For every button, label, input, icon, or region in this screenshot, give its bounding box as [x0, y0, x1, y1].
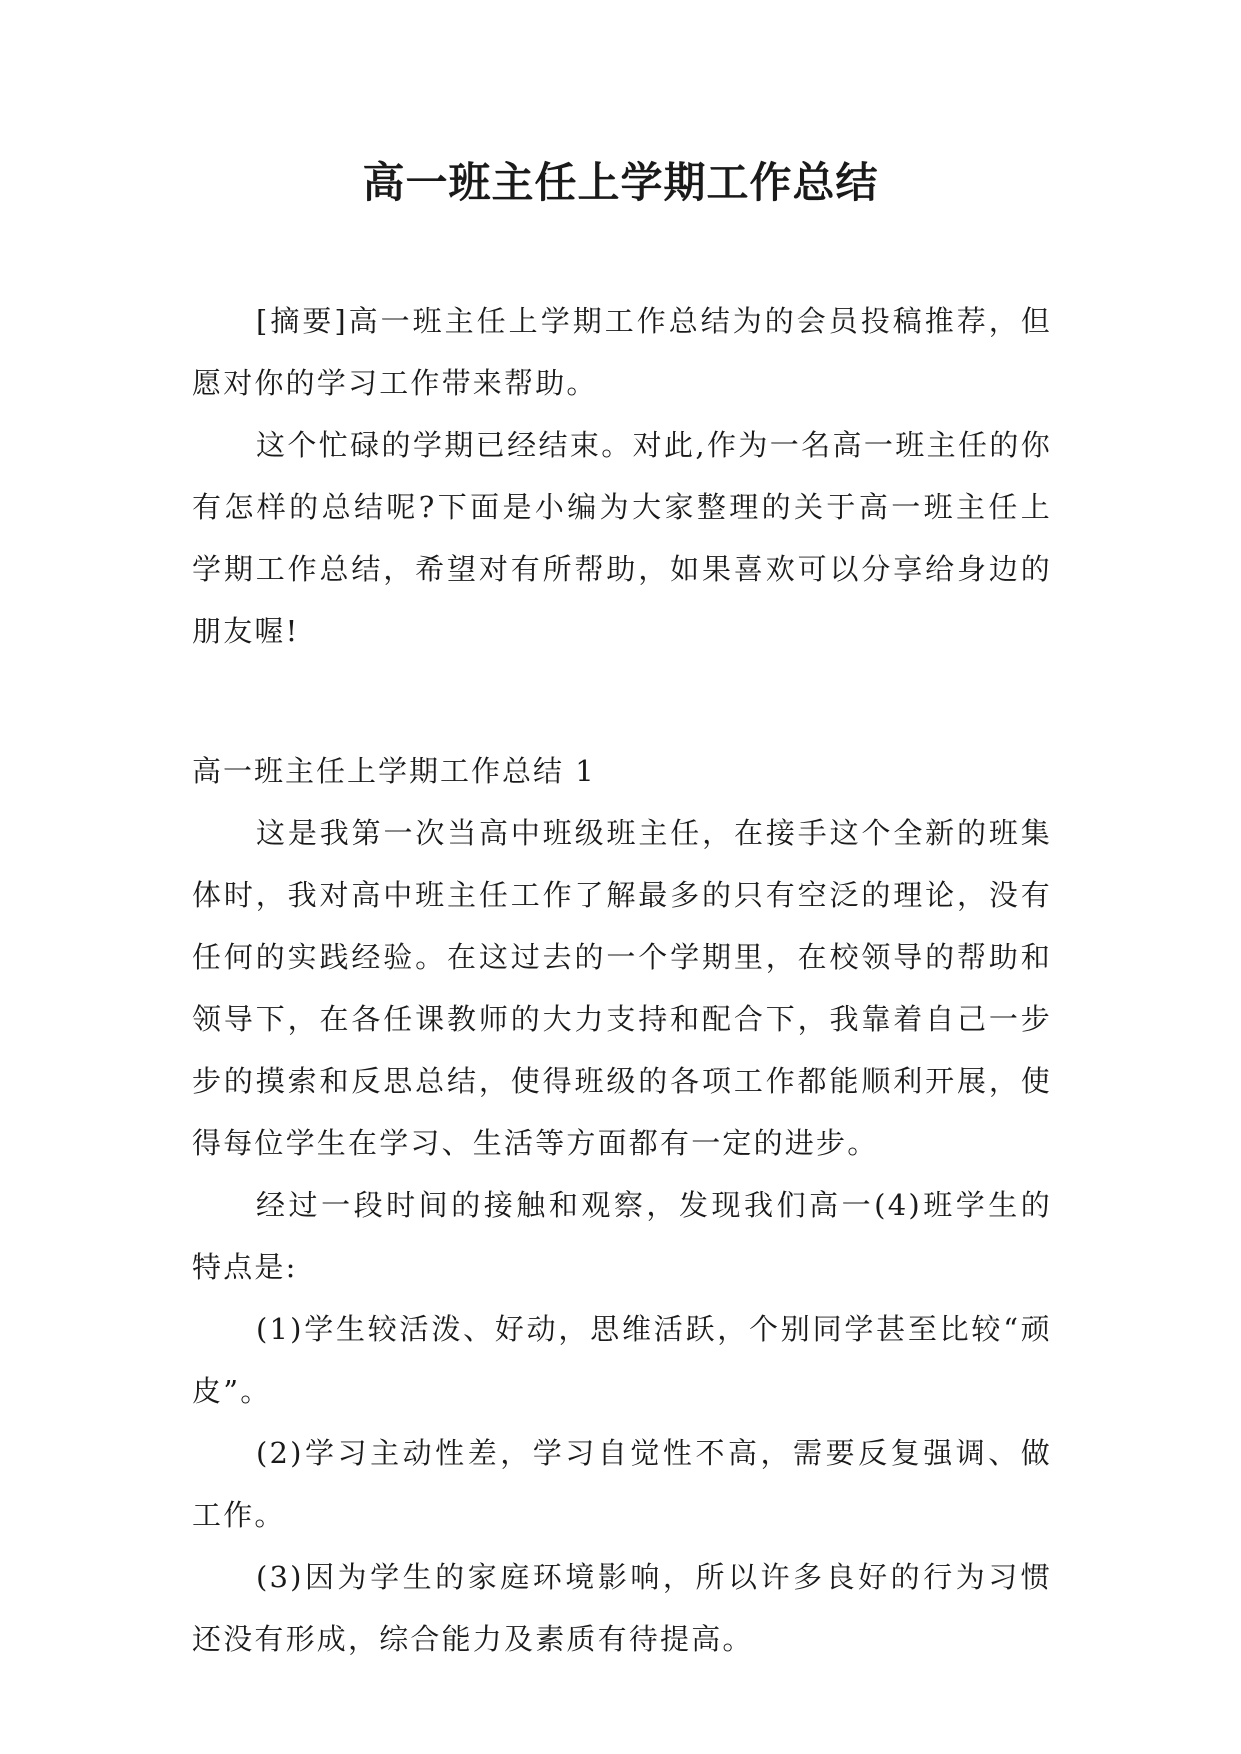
document-body	[192, 290, 1052, 1670]
intro-paragraph: 这个忙碌的学期已经结束。对此,作为一名高一班主任的你有怎样的总结呢?下面是小编为大家整理的关于高一班主任上学期工作总结，希望对有所帮助，如果喜欢可以分享给身边的朋友喔!	[192, 428, 1052, 648]
list-item-3: (3)因为学生的家庭环境影响，所以许多良好的行为习惯还没有形成，综合能力及素质有待提高。	[192, 1560, 1052, 1656]
list-item-1: (1)学生较活泼、好动，思维活跃，个别同学甚至比较“顽皮”。	[192, 1312, 1052, 1408]
body-paragraph-1: 这是我第一次当高中班级班主任，在接手这个全新的班集体时，我对高中班主任工作了解最多的只有空泛的理论，没有任何的实践经验。在这过去的一个学期里，在校领导的帮助和领导下，在各任课教师的大力支持和配合下，我靠着自己一步步的摸索和反思总结，使得班级的各项工作都能顺利开展，使得每位学生在学习、生活等方面都有一定的进步。	[192, 816, 1052, 1160]
document-title: 高一班主任上学期工作总结	[362, 158, 879, 207]
list-item-2: (2)学习主动性差，学习自觉性不高，需要反复强调、做工作。	[192, 1436, 1052, 1532]
abstract-paragraph: [摘要]高一班主任上学期工作总结为的会员投稿推荐，但愿对你的学习工作带来帮助。	[192, 304, 1052, 400]
body-paragraph-2: 经过一段时间的接触和观察，发现我们高一(4)班学生的特点是:	[192, 1188, 1052, 1284]
section-heading: 高一班主任上学期工作总结 1	[192, 754, 596, 788]
